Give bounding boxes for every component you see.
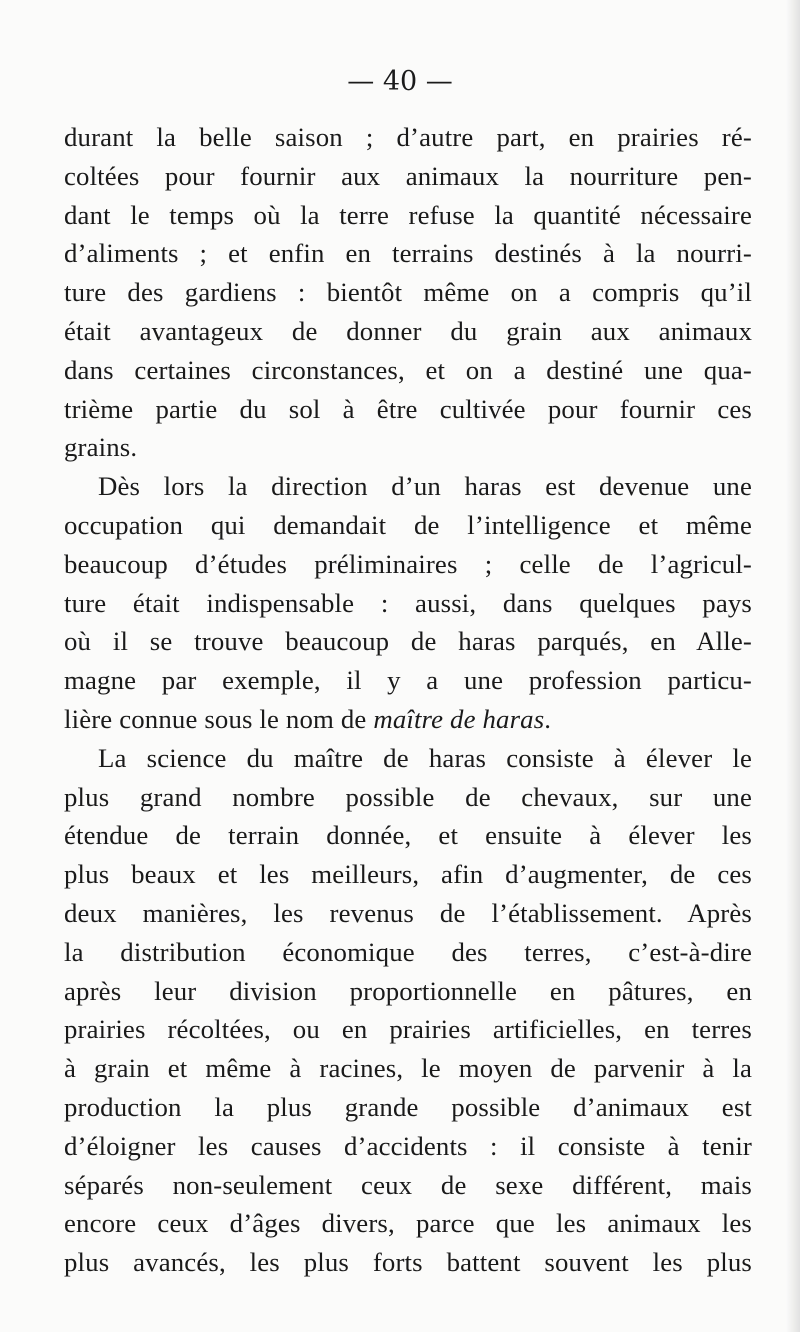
text-line: durant la belle saison ; d’autre part, en prairies ré-	[64, 122, 752, 152]
text-line: beaucoup d’études préliminaires ; celle de l’agricul-	[64, 548, 752, 579]
text-line: prairies récoltées, ou en prairies artificielles, en terres	[64, 1014, 752, 1045]
text-line	[64, 700, 752, 739]
text-line: plus beaux et les meilleurs, afin d’augmenter, de ces	[64, 859, 752, 890]
page-number: — 40 —	[347, 66, 453, 97]
text-line: était avantageux de donner du grain aux animaux	[64, 315, 752, 346]
text-line: séparés non-seulement ceux de sexe différent, mais	[64, 1169, 752, 1200]
text-line: ture des gardiens : bientôt même on a compris qu’il	[64, 277, 752, 308]
text-line: à grain et même à racines, le moyen de parvenir à la	[64, 1053, 752, 1084]
body-text	[64, 118, 752, 1282]
text-line-suffix: .	[544, 703, 552, 734]
paragraph-3	[64, 739, 752, 1282]
text-line: dans certaines circonstances, et on a destiné une qua-	[64, 354, 752, 385]
text-line: grains.	[64, 432, 138, 463]
text-line: La science du maître de haras consiste à élever le	[98, 742, 752, 773]
paragraph-2	[64, 467, 752, 739]
text-line: ture était indispensable : aussi, dans quelques pays	[64, 587, 752, 618]
text-line-prefix: lière connue sous le nom de	[64, 703, 374, 734]
text-line: après leur division proportionnelle en pâtures, en	[64, 975, 752, 1006]
text-line: production la plus grande possible d’animaux est	[64, 1091, 752, 1122]
text-line: d’éloigner les causes d’accidents : il consiste à tenir	[64, 1130, 752, 1161]
paragraph-1	[64, 118, 752, 467]
text-line: coltées pour fournir aux animaux la nourriture pen-	[64, 160, 752, 191]
text-line: Dès lors la direction d’un haras est devenue une	[98, 471, 752, 502]
text-line: d’aliments ; et enfin en terrains destinés à la nourri-	[64, 238, 752, 269]
text-line: dant le temps où la terre refuse la quantité nécessaire	[64, 199, 752, 230]
italic-term: maître de haras	[373, 703, 545, 734]
scan-edge-shadow	[786, 0, 800, 1332]
text-line: encore ceux d’âges divers, parce que les animaux les	[64, 1208, 752, 1239]
text-line: la distribution économique des terres, c’est-à-dire	[64, 936, 752, 967]
text-line: plus avancés, les plus forts battent souvent les plus	[64, 1247, 752, 1278]
text-line: où il se trouve beaucoup de haras parqués, en Alle-	[64, 626, 752, 657]
text-line: deux manières, les revenus de l’établissement. Après	[64, 897, 752, 928]
text-line: trième partie du sol à être cultivée pour fournir ces	[64, 393, 752, 424]
text-line: plus grand nombre possible de chevaux, sur une	[64, 781, 752, 812]
text-line: occupation qui demandait de l’intelligence et même	[64, 509, 752, 540]
text-line: magne par exemple, il y a une profession particu-	[64, 665, 752, 696]
text-line: étendue de terrain donnée, et ensuite à élever les	[64, 820, 752, 851]
